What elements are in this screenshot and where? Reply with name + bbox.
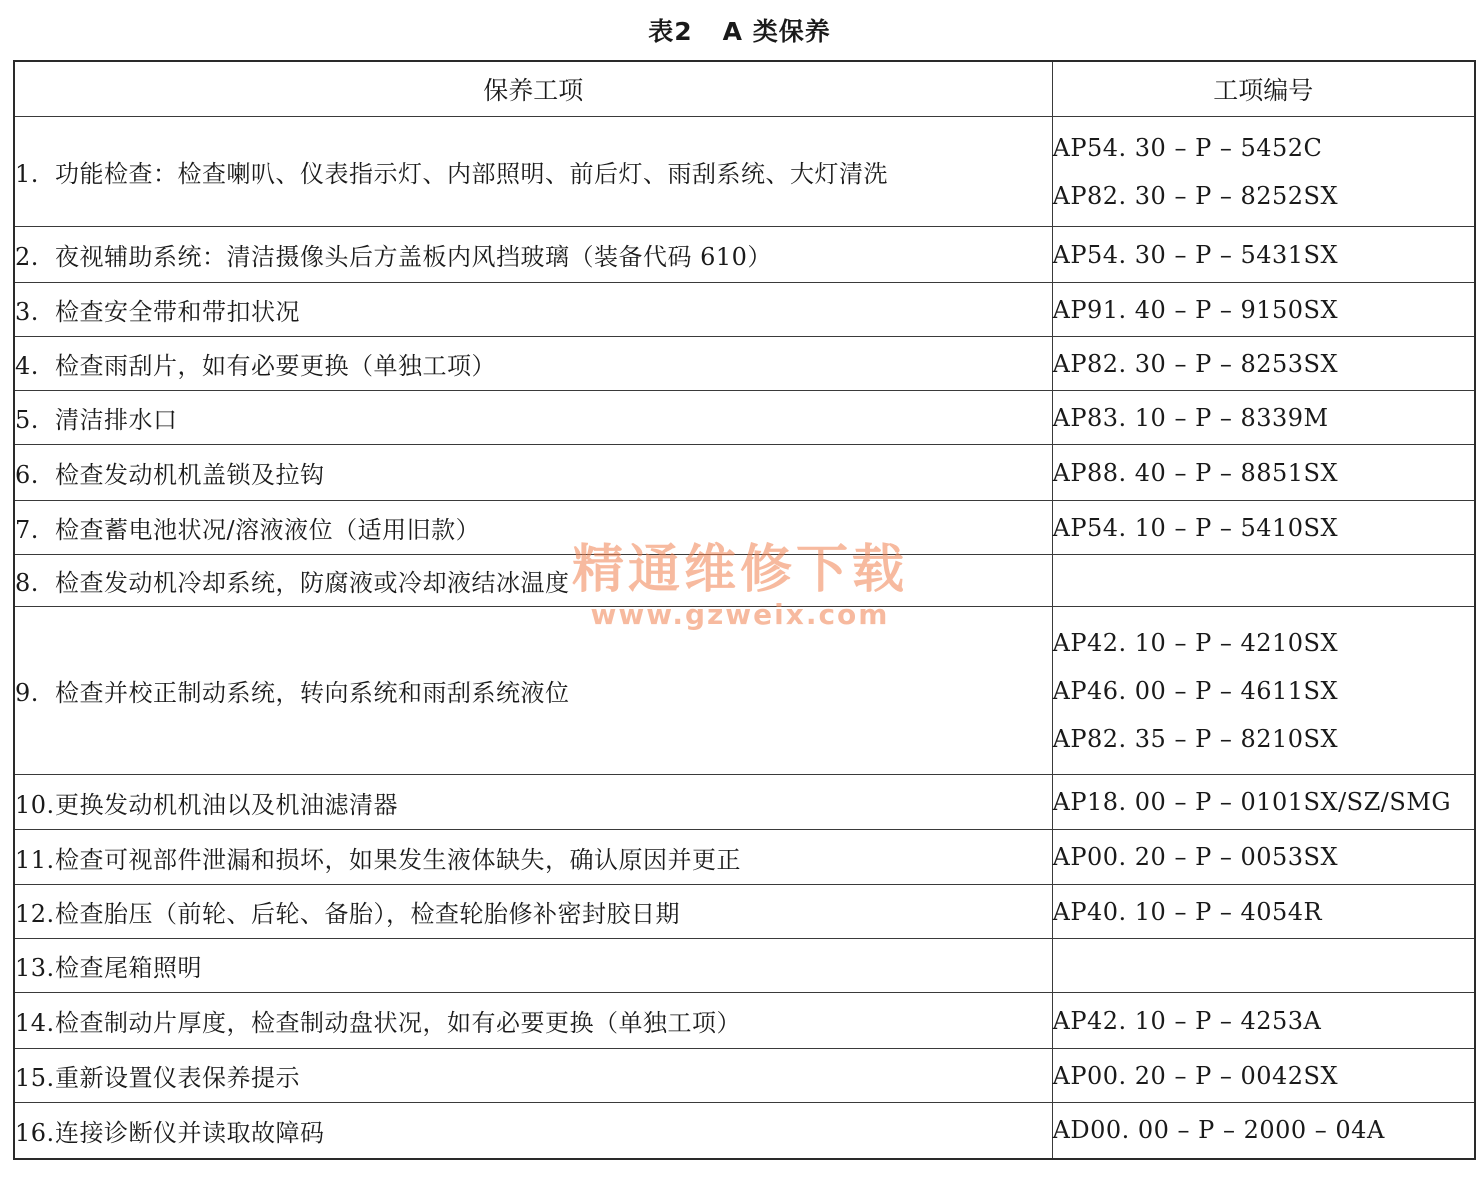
item-codes	[1052, 117, 1475, 227]
item-codes	[1052, 501, 1475, 555]
table-row	[14, 885, 1475, 939]
item-number: 7.	[15, 516, 39, 544]
maintenance-item	[14, 445, 1052, 501]
item-number: 15.	[15, 1064, 55, 1092]
maintenance-item	[14, 555, 1052, 607]
item-text: 检查雨刮片，如有必要更换（单独工项）	[55, 352, 496, 380]
table-row	[14, 607, 1475, 775]
table-row	[14, 445, 1475, 501]
item-number: 8.	[15, 569, 39, 597]
item-code: AP83. 10 – P – 8339M	[1052, 403, 1329, 432]
maintenance-item	[14, 993, 1052, 1049]
item-codes	[1052, 283, 1475, 337]
table-row	[14, 117, 1475, 227]
item-text: 检查可视部件泄漏和损坏，如果发生液体缺失，确认原因并更正	[55, 845, 741, 874]
maintenance-table	[13, 60, 1476, 1160]
item-codes	[1052, 939, 1475, 993]
maintenance-item	[14, 501, 1052, 555]
item-text: 更换发动机机油以及机油滤清器	[55, 790, 398, 819]
column-header-items: 保养工项	[14, 61, 1052, 117]
item-text: 检查尾箱照明	[55, 954, 202, 982]
item-number: 5.	[15, 406, 39, 434]
table-row	[14, 283, 1475, 337]
item-code: AP40. 10 – P – 4054R	[1052, 897, 1323, 926]
item-text: 检查安全带和带扣状况	[55, 298, 300, 326]
item-number: 1.	[15, 160, 39, 188]
item-number: 9.	[15, 679, 39, 707]
item-code: AP18. 00 – P – 0101SX/SZ/SMG	[1052, 788, 1452, 816]
maintenance-item	[14, 939, 1052, 993]
table-row	[14, 337, 1475, 391]
maintenance-item	[14, 227, 1052, 283]
maintenance-item	[14, 1103, 1052, 1159]
item-text: 清洁排水口	[55, 406, 178, 434]
item-text: 重新设置仪表保养提示	[55, 1064, 300, 1092]
maintenance-item	[14, 775, 1052, 830]
column-header-codes: 工项编号	[1052, 61, 1475, 117]
item-code: AP00. 20 – P – 0053SX	[1052, 843, 1339, 871]
item-code: AP82. 30 – P – 8252SX	[1052, 181, 1339, 210]
header-row	[14, 61, 1475, 117]
item-code: AP54. 30 – P – 5452C	[1052, 133, 1323, 162]
item-codes	[1052, 1049, 1475, 1103]
maintenance-item	[14, 337, 1052, 391]
item-code: AP42. 10 – P – 4253A	[1052, 1006, 1322, 1035]
item-code: AP82. 35 – P – 8210SX	[1052, 724, 1339, 753]
table-row	[14, 775, 1475, 830]
item-codes	[1052, 1103, 1475, 1159]
item-number: 16.	[15, 1118, 55, 1147]
table-caption	[0, 12, 1479, 48]
item-number: 10.	[15, 790, 55, 819]
table-row	[14, 391, 1475, 445]
item-number: 11.	[15, 845, 55, 874]
item-number: 3.	[15, 298, 39, 326]
item-number: 6.	[15, 461, 39, 489]
item-codes	[1052, 391, 1475, 445]
item-text: 功能检查：检查喇叭、仪表指示灯、内部照明、前后灯、雨刮系统、大灯清洗	[55, 160, 888, 188]
maintenance-item	[14, 1049, 1052, 1103]
maintenance-item	[14, 117, 1052, 227]
maintenance-item	[14, 885, 1052, 939]
table-row	[14, 993, 1475, 1049]
table-title: A 类保养	[722, 17, 831, 46]
item-text: 检查发动机冷却系统，防腐液或冷却液结冰温度	[55, 569, 570, 597]
watermark-url: www.gzweix.com	[590, 598, 890, 631]
table-row	[14, 830, 1475, 885]
item-number: 13.	[15, 954, 55, 982]
item-code: AP54. 30 – P – 5431SX	[1052, 240, 1339, 269]
maintenance-item	[14, 391, 1052, 445]
item-text: 检查胎压（前轮、后轮、备胎），检查轮胎修补密封胶日期	[55, 900, 680, 928]
item-code: AP82. 30 – P – 8253SX	[1052, 349, 1339, 378]
item-text: 检查并校正制动系统，转向系统和雨刮系统液位	[55, 679, 570, 707]
table-row	[14, 1049, 1475, 1103]
item-codes	[1052, 775, 1475, 830]
item-text: 检查蓄电池状况/溶液液位（适用旧款）	[55, 516, 481, 544]
item-number: 14.	[15, 1009, 55, 1037]
item-text: 检查制动片厚度，检查制动盘状况，如有必要更换（单独工项）	[55, 1009, 741, 1037]
item-codes	[1052, 555, 1475, 607]
item-codes	[1052, 607, 1475, 775]
item-text: 检查发动机机盖锁及拉钩	[55, 461, 325, 489]
table-row	[14, 555, 1475, 607]
item-codes	[1052, 337, 1475, 391]
table-row	[14, 501, 1475, 555]
item-codes	[1052, 445, 1475, 501]
table-number: 表2	[648, 17, 693, 46]
item-text: 连接诊断仪并读取故障码	[55, 1118, 325, 1147]
item-code: AP00. 20 – P – 0042SX	[1052, 1061, 1339, 1090]
item-text: 夜视辅助系统：清洁摄像头后方盖板内风挡玻璃（装备代码 610）	[55, 243, 772, 271]
item-code: AD00. 00 – P – 2000 – 04A	[1052, 1116, 1385, 1145]
item-codes	[1052, 993, 1475, 1049]
maintenance-item	[14, 830, 1052, 885]
item-code: AP42. 10 – P – 4210SX	[1052, 628, 1339, 657]
maintenance-item	[14, 283, 1052, 337]
watermark-title: 精通维修下载	[571, 540, 908, 600]
table-row	[14, 1103, 1475, 1159]
item-code: AP91. 40 – P – 9150SX	[1052, 295, 1339, 324]
table-row	[14, 939, 1475, 993]
item-codes	[1052, 227, 1475, 283]
item-code: AP88. 40 – P – 8851SX	[1052, 458, 1339, 487]
item-number: 4.	[15, 352, 39, 380]
item-number: 12.	[15, 900, 55, 928]
maintenance-item	[14, 607, 1052, 775]
item-code: AP46. 00 – P – 4611SX	[1052, 676, 1339, 705]
table-row	[14, 227, 1475, 283]
item-codes	[1052, 885, 1475, 939]
item-codes	[1052, 830, 1475, 885]
item-code: AP54. 10 – P – 5410SX	[1052, 513, 1339, 542]
item-number: 2.	[15, 243, 39, 271]
